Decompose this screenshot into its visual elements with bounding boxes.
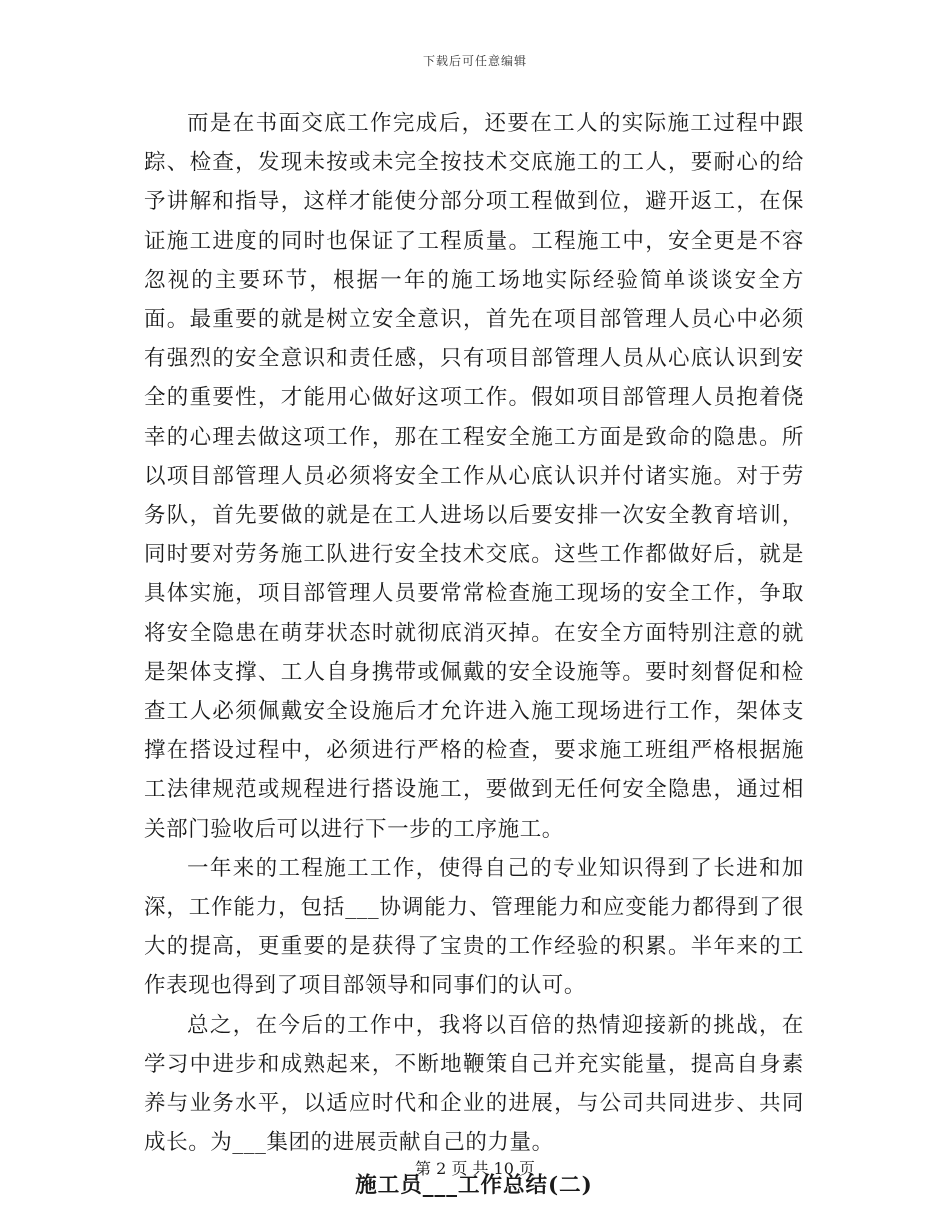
section-title: 施工员___工作总结(二): [355, 1173, 593, 1199]
paragraph: 而是在书面交底工作完成后，还要在工人的实际施工过程中跟踪、检查，发现未按或未完全按技术交底施工的工人，要耐心的给予讲解和指导，这样才能使分部分项工程做到位，避开返工，在保证施工进度的同时也保证了工程质量。工程施工中，安全更是不容忽视的主要环节，根据一年的施工场地实际经验简单谈谈安全方面。最重要的就是树立安全意识，首先在项目部管理人员心中必须有强烈的安全意识和责任感，只有项目部管理人员从心底认识到安全的重要性，才能用心做好这项工作。假如项目部管理人员抱着侥幸的心理去做这项工作，那在工程安全施工方面是致命的隐患。所以项目部管理人员必须将安全工作从心底认识并付诸实施。对于劳务队，首先要做的就是在工人进场以后要安排一次安全教育培训，同时要对劳务施工队进行安全技术交底。这些工作都做好后，就是具体实施，项目部管理人员要常常检查施工现场的安全工作，争取将安全隐患在萌芽状态时就彻底消灭掉。在安全方面特别注意的就是架体支撑、工人自身携带或佩戴的安全设施等。要时刻督促和检查工人必须佩戴安全设施后才允许进入施工现场进行工作，架体支撑在搭设过程中，必须进行严格的检查，要求施工班组严格根据施工法律规范或规程进行搭设施工，要做到无任何安全隐患，通过相关部门验收后可以进行下一步的工序施工。: [144, 111, 804, 842]
page-header: 下载后可任意编辑: [422, 54, 527, 68]
paragraph: 一年来的工程施工工作，使得自己的专业知识得到了长进和加深，工作能力，包括___协调能力、管理能力和应变能力都得到了很大的提高，更重要的是获得了宝贵的工作经验的积累。半年来的工作表现也得到了项目部领导和同事们的认可。: [144, 855, 804, 999]
page-number: 第 2 页 共 10 页: [415, 1159, 535, 1178]
document-body: [144, 104, 804, 1206]
paragraph: 总之，在今后的工作中，我将以百倍的热情迎接新的挑战，在学习中进步和成熟起来，不断地鞭策自己并充实能量，提高自身素养与业务水平，以适应时代和企业的进展，与公司共同进步、共同成长。为___集团的进展贡献自己的力量。: [144, 1012, 804, 1156]
